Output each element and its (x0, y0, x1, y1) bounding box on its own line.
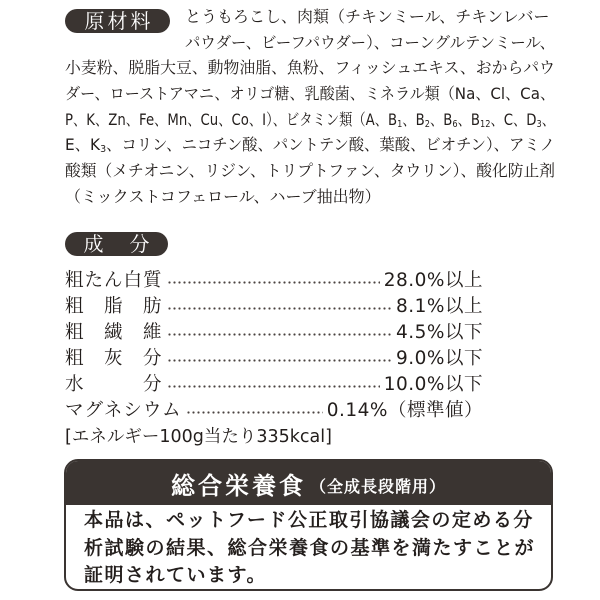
complete-nutrition-box (64, 459, 553, 591)
ingredient-text: E、K (65, 135, 101, 155)
life-stage-subtitle: （全成長段階用） (309, 476, 446, 496)
subscript-number: 12 (479, 118, 491, 130)
dot-leader (167, 359, 392, 362)
component-row (65, 266, 483, 292)
component-row (65, 292, 483, 318)
component-row (65, 318, 483, 344)
component-value: 9.0%以下 (396, 348, 483, 369)
ingredient-line-text (185, 4, 550, 30)
component-rows (65, 266, 483, 422)
energy-note: [エネルギー100g当たり335kcal] (65, 427, 332, 447)
ingredient-text: ダー、ローストアマニ、オリゴ糖、乳酸菌、ミネラル類（Na、Cl、Ca、 (65, 84, 556, 104)
ingredient-line (65, 132, 557, 158)
ingredient-line (65, 81, 557, 107)
ingredient-text: 、B (429, 109, 453, 129)
statement-line-text: 析試験の結果、総合栄養食の基準を満たすことが (84, 536, 536, 559)
subscript-number: 6 (452, 118, 458, 130)
statement-line (84, 535, 551, 563)
subscript-number: 3 (536, 118, 542, 130)
ingredient-text: パウダー、ビーフパウダー）、コーングルテンミール、 (185, 32, 555, 52)
ingredient-line-text (65, 81, 555, 107)
ingredient-text: 、B (402, 109, 425, 129)
component-row (65, 370, 483, 396)
dot-leader (186, 411, 323, 414)
complete-nutrition-header (66, 461, 551, 505)
ingredient-line-text (65, 184, 381, 210)
component-label: 粗 灰 分 (65, 348, 163, 369)
subscript-number: 1 (397, 118, 403, 130)
ingredient-text: （ミックストコフェロール、ハーブ抽出物） (65, 186, 381, 206)
dot-leader (167, 281, 380, 284)
ingredient-line (65, 4, 557, 30)
component-value: 28.0%以上 (383, 270, 483, 291)
component-value: 8.1%以上 (396, 296, 483, 317)
ingredient-line-text (185, 30, 555, 56)
ingredient-line (65, 55, 557, 81)
component-row (65, 344, 483, 370)
component-label: 水 分 (65, 374, 163, 395)
ingredient-text: 小麦粉、脱脂大豆、動物油脂、魚粉、フィッシュエキス、おからパウ (65, 58, 556, 78)
ingredient-line (65, 158, 557, 184)
ingredient-line-text (65, 132, 555, 158)
ingredient-line (65, 30, 557, 56)
component-label: 粗 脂 肪 (65, 296, 163, 317)
statement-line (84, 507, 551, 535)
ingredient-text: 、 (541, 109, 556, 129)
dot-leader (167, 333, 392, 336)
dot-leader (167, 307, 392, 310)
ingredient-line-text (65, 107, 555, 133)
ingredients-badge: 原材料 (65, 9, 170, 33)
complete-nutrition-statement (66, 505, 551, 590)
ingredient-text: P、K、Zn、Fe、Mn、Cu、Co、I）、ビタミン類（A、B (65, 109, 398, 129)
statement-line-text: 証明されています。 (84, 564, 267, 586)
component-value: 10.0%以下 (383, 374, 483, 395)
ingredient-lines (65, 4, 557, 210)
component-value: 0.14%（標準値） (326, 400, 483, 421)
ingredient-text: 酸類（メチオニン、リジン、トリプトファン、タウリン）、酸化防止剤 (65, 161, 555, 181)
ingredient-text: 、C、D (490, 109, 537, 129)
component-value: 4.5%以下 (396, 322, 483, 343)
ingredient-line-text (65, 55, 555, 81)
statement-line-text: 本品は、ペットフード公正取引協議会の定める分 (84, 509, 534, 531)
ingredient-line (65, 184, 557, 210)
complete-nutrition-title: 総合栄養食 (170, 471, 306, 500)
subscript-number: 3 (100, 144, 107, 156)
subscript-number: 2 (424, 118, 430, 130)
statement-line (84, 562, 551, 590)
dot-leader (167, 385, 380, 388)
ingredient-text: とうもろこし、肉類（チキンミール、チキンレバー (185, 7, 550, 26)
component-label: 粗 繊 維 (65, 322, 163, 343)
component-label: マグネシウム (65, 400, 182, 421)
component-label: 粗たん白質 (65, 270, 163, 291)
components-badge: 成 分 (65, 232, 168, 256)
ingredient-text: 、B (457, 109, 480, 129)
ingredient-line-text (65, 158, 555, 184)
ingredient-line (65, 107, 557, 133)
ingredient-text: 、コリン、ニコチン酸、パントテン酸、葉酸、ビオチン）、アミノ (106, 135, 555, 155)
component-row (65, 396, 483, 422)
